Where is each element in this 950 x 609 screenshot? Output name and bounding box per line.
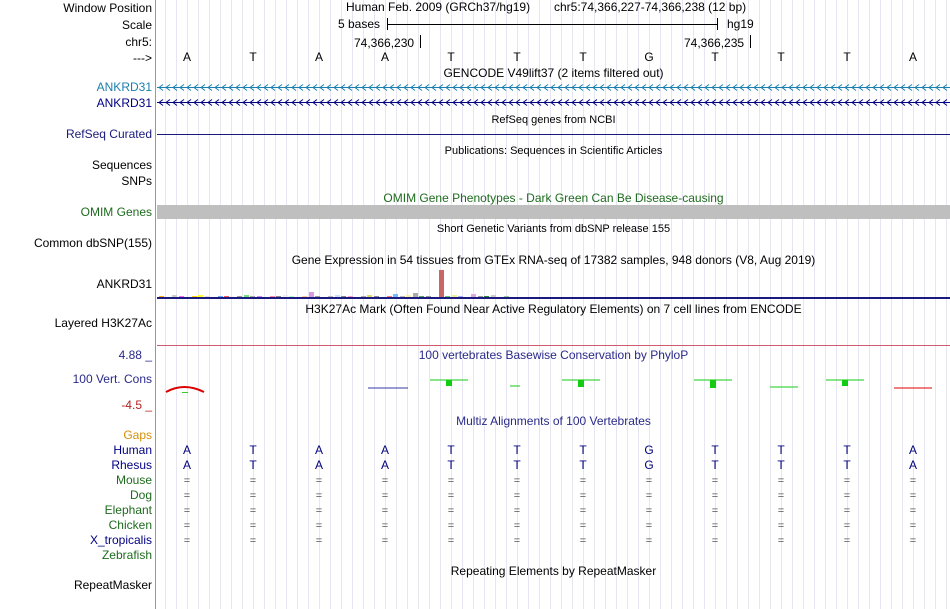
aligned-match: =	[909, 520, 917, 532]
aligned-base: T	[447, 443, 455, 457]
cons-track-title[interactable]: 100 vertebrates Basewise Conservation by PhyloP	[418, 348, 689, 362]
aligned-match: =	[447, 475, 455, 487]
label-divider	[155, 0, 156, 609]
cons-min-label: -4.5 _	[121, 398, 152, 412]
aligned-match: =	[315, 535, 323, 547]
species-label[interactable]: Chicken	[108, 518, 152, 532]
aligned-base: A	[380, 458, 389, 472]
aligned-match: =	[381, 520, 389, 532]
aligned-base: A	[908, 458, 917, 472]
aligned-match: =	[183, 475, 191, 487]
chrom-label: chr5:	[125, 35, 152, 49]
aligned-match: =	[381, 490, 389, 502]
base-letter: A	[314, 50, 323, 64]
aligned-base: A	[908, 443, 917, 457]
aligned-match: =	[315, 520, 323, 532]
refseq-track-label[interactable]: RefSeq Curated	[65, 127, 152, 141]
scale-assembly: hg19	[727, 17, 754, 31]
aligned-match: =	[513, 490, 521, 502]
species-label[interactable]: X_tropicalis	[89, 533, 152, 547]
aligned-match: =	[909, 490, 917, 502]
aligned-match: =	[777, 490, 785, 502]
scale-bar	[387, 17, 718, 31]
aligned-base: A	[314, 458, 323, 472]
omim-gene-bar[interactable]	[157, 205, 950, 219]
aligned-base: T	[579, 443, 587, 457]
gtex-track-label[interactable]: ANKRD31	[96, 277, 152, 291]
aligned-match: =	[843, 490, 851, 502]
base-letter: G	[644, 50, 654, 64]
repeatmasker-track-title[interactable]: Repeating Elements by RepeatMasker	[450, 564, 657, 578]
aligned-base: T	[513, 443, 521, 457]
aligned-match: =	[777, 505, 785, 517]
aligned-match: =	[183, 535, 191, 547]
aligned-match: =	[645, 520, 653, 532]
base-letter: A	[182, 50, 191, 64]
aligned-base: T	[711, 443, 719, 457]
gencode-gene-label-2[interactable]: ANKRD31	[96, 96, 152, 110]
gencode-track-title[interactable]: GENCODE V49lift37 (2 items filtered out)	[443, 66, 664, 80]
aligned-base: T	[447, 458, 455, 472]
aligned-match: =	[315, 490, 323, 502]
base-letter: T	[249, 50, 257, 64]
coord-left: 74,366,230	[354, 36, 415, 50]
gtex-expression-bars[interactable]	[157, 268, 950, 298]
refseq-track-title[interactable]: RefSeq genes from NCBI	[491, 114, 616, 126]
base-letter: T	[579, 50, 587, 64]
aligned-match: =	[777, 520, 785, 532]
aligned-match: =	[843, 520, 851, 532]
aligned-match: =	[579, 520, 587, 532]
aligned-match: =	[513, 505, 521, 517]
aligned-base: T	[579, 458, 587, 472]
multiz-gaps-label[interactable]: Gaps	[123, 428, 152, 442]
aligned-match: =	[909, 505, 917, 517]
aligned-match: =	[711, 475, 719, 487]
base-letter: T	[843, 50, 851, 64]
aligned-match: =	[249, 520, 257, 532]
aligned-match: =	[711, 505, 719, 517]
aligned-base: T	[777, 443, 785, 457]
base-letter: T	[711, 50, 719, 64]
h3k27ac-baseline	[157, 345, 950, 346]
aligned-match: =	[381, 535, 389, 547]
aligned-match: =	[315, 505, 323, 517]
aligned-match: =	[315, 475, 323, 487]
aligned-base: T	[843, 443, 851, 457]
pubs-track-title[interactable]: Publications: Sequences in Scientific Articles	[444, 145, 663, 157]
h3k27ac-track-title[interactable]: H3K27Ac Mark (Often Found Near Active Regulatory Elements) on 7 cell lines from ENCODE	[305, 302, 802, 316]
aligned-base: G	[644, 443, 654, 457]
aligned-match: =	[909, 535, 917, 547]
aligned-match: =	[579, 475, 587, 487]
aligned-match: =	[381, 505, 389, 517]
position-readout: chr5:74,366,227-74,366,238 (12 bp)	[554, 0, 747, 14]
aligned-base: T	[249, 458, 257, 472]
dbsnp-track-label[interactable]: Common dbSNP(155)	[33, 236, 152, 250]
species-label[interactable]: Zebrafish	[101, 548, 152, 562]
h3k27ac-track-label[interactable]: Layered H3K27Ac	[54, 316, 152, 330]
base-letter: A	[908, 50, 917, 64]
aligned-match: =	[249, 475, 257, 487]
species-label[interactable]: Elephant	[104, 503, 152, 517]
aligned-match: =	[249, 490, 257, 502]
base-letter: A	[380, 50, 389, 64]
coord-left-tick	[420, 35, 421, 48]
aligned-match: =	[843, 505, 851, 517]
aligned-match: =	[447, 520, 455, 532]
repeatmasker-track-label[interactable]: RepeatMasker	[73, 578, 152, 592]
aligned-match: =	[381, 475, 389, 487]
aligned-match: =	[645, 535, 653, 547]
aligned-match: =	[909, 475, 917, 487]
gtex-track-title[interactable]: Gene Expression in 54 tissues from GTEx RNA-seq of 17382 samples, 948 donors (V8, Aug 2019)	[291, 253, 816, 267]
aligned-match: =	[447, 535, 455, 547]
aligned-match: =	[579, 490, 587, 502]
aligned-base: T	[777, 458, 785, 472]
aligned-base: T	[249, 443, 257, 457]
aligned-base: A	[182, 443, 191, 457]
aligned-match: =	[447, 490, 455, 502]
omim-track-title[interactable]: OMIM Gene Phenotypes - Dark Green Can Be Disease-causing	[383, 191, 724, 205]
snps-track-label[interactable]: SNPs	[121, 174, 152, 188]
scale-label: Scale	[121, 18, 152, 32]
coord-right: 74,366,235	[684, 36, 745, 50]
aligned-base: T	[843, 458, 851, 472]
aligned-match: =	[249, 535, 257, 547]
refseq-gene-line[interactable]	[157, 134, 950, 135]
aligned-base: A	[314, 443, 323, 457]
aligned-match: =	[711, 535, 719, 547]
aligned-match: =	[711, 490, 719, 502]
cons-wiggle-plot[interactable]	[157, 370, 950, 400]
pubs-track-label[interactable]: Sequences	[91, 158, 152, 172]
gencode-gene-label-1[interactable]: ANKRD31	[96, 80, 152, 94]
aligned-match: =	[249, 505, 257, 517]
aligned-match: =	[183, 490, 191, 502]
aligned-base: T	[513, 458, 521, 472]
omim-track-label[interactable]: OMIM Genes	[80, 205, 152, 219]
aligned-match: =	[513, 520, 521, 532]
species-label[interactable]: Mouse	[115, 473, 152, 487]
cons-max-label: 4.88 _	[118, 348, 152, 362]
aligned-match: =	[447, 505, 455, 517]
dbsnp-track-title[interactable]: Short Genetic Variants from dbSNP release 155	[436, 223, 671, 235]
aligned-match: =	[843, 475, 851, 487]
gtex-tissue-bar[interactable]	[439, 270, 444, 298]
aligned-base: T	[711, 458, 719, 472]
cons-track-label[interactable]: 100 Vert. Cons	[72, 372, 152, 386]
aligned-base: A	[380, 443, 389, 457]
aligned-base: A	[182, 458, 191, 472]
aligned-match: =	[645, 475, 653, 487]
scale-text: 5 bases	[338, 17, 381, 31]
gencode-gene-features[interactable]	[157, 82, 950, 108]
aligned-match: =	[579, 535, 587, 547]
aligned-match: =	[645, 505, 653, 517]
multiz-track-title[interactable]: Multiz Alignments of 100 Vertebrates	[456, 414, 651, 428]
coord-right-tick	[750, 35, 751, 48]
aligned-match: =	[183, 505, 191, 517]
aligned-base: G	[644, 458, 654, 472]
strand-label: --->	[133, 51, 152, 65]
aligned-match: =	[711, 520, 719, 532]
gtex-gene-line[interactable]	[157, 297, 950, 299]
species-label[interactable]: Dog	[129, 488, 152, 502]
aligned-match: =	[513, 475, 521, 487]
species-label[interactable]: Human	[113, 443, 152, 457]
aligned-match: =	[777, 475, 785, 487]
aligned-match: =	[513, 535, 521, 547]
window-position-label: Window Position	[63, 1, 152, 15]
aligned-match: =	[645, 490, 653, 502]
aligned-match: =	[843, 535, 851, 547]
aligned-match: =	[579, 505, 587, 517]
aligned-match: =	[777, 535, 785, 547]
species-label[interactable]: Rhesus	[111, 458, 152, 472]
base-letter: T	[447, 50, 455, 64]
aligned-match: =	[183, 520, 191, 532]
assembly-title: Human Feb. 2009 (GRCh37/hg19)	[346, 0, 531, 14]
base-letter: T	[513, 50, 521, 64]
base-letter: T	[777, 50, 785, 64]
